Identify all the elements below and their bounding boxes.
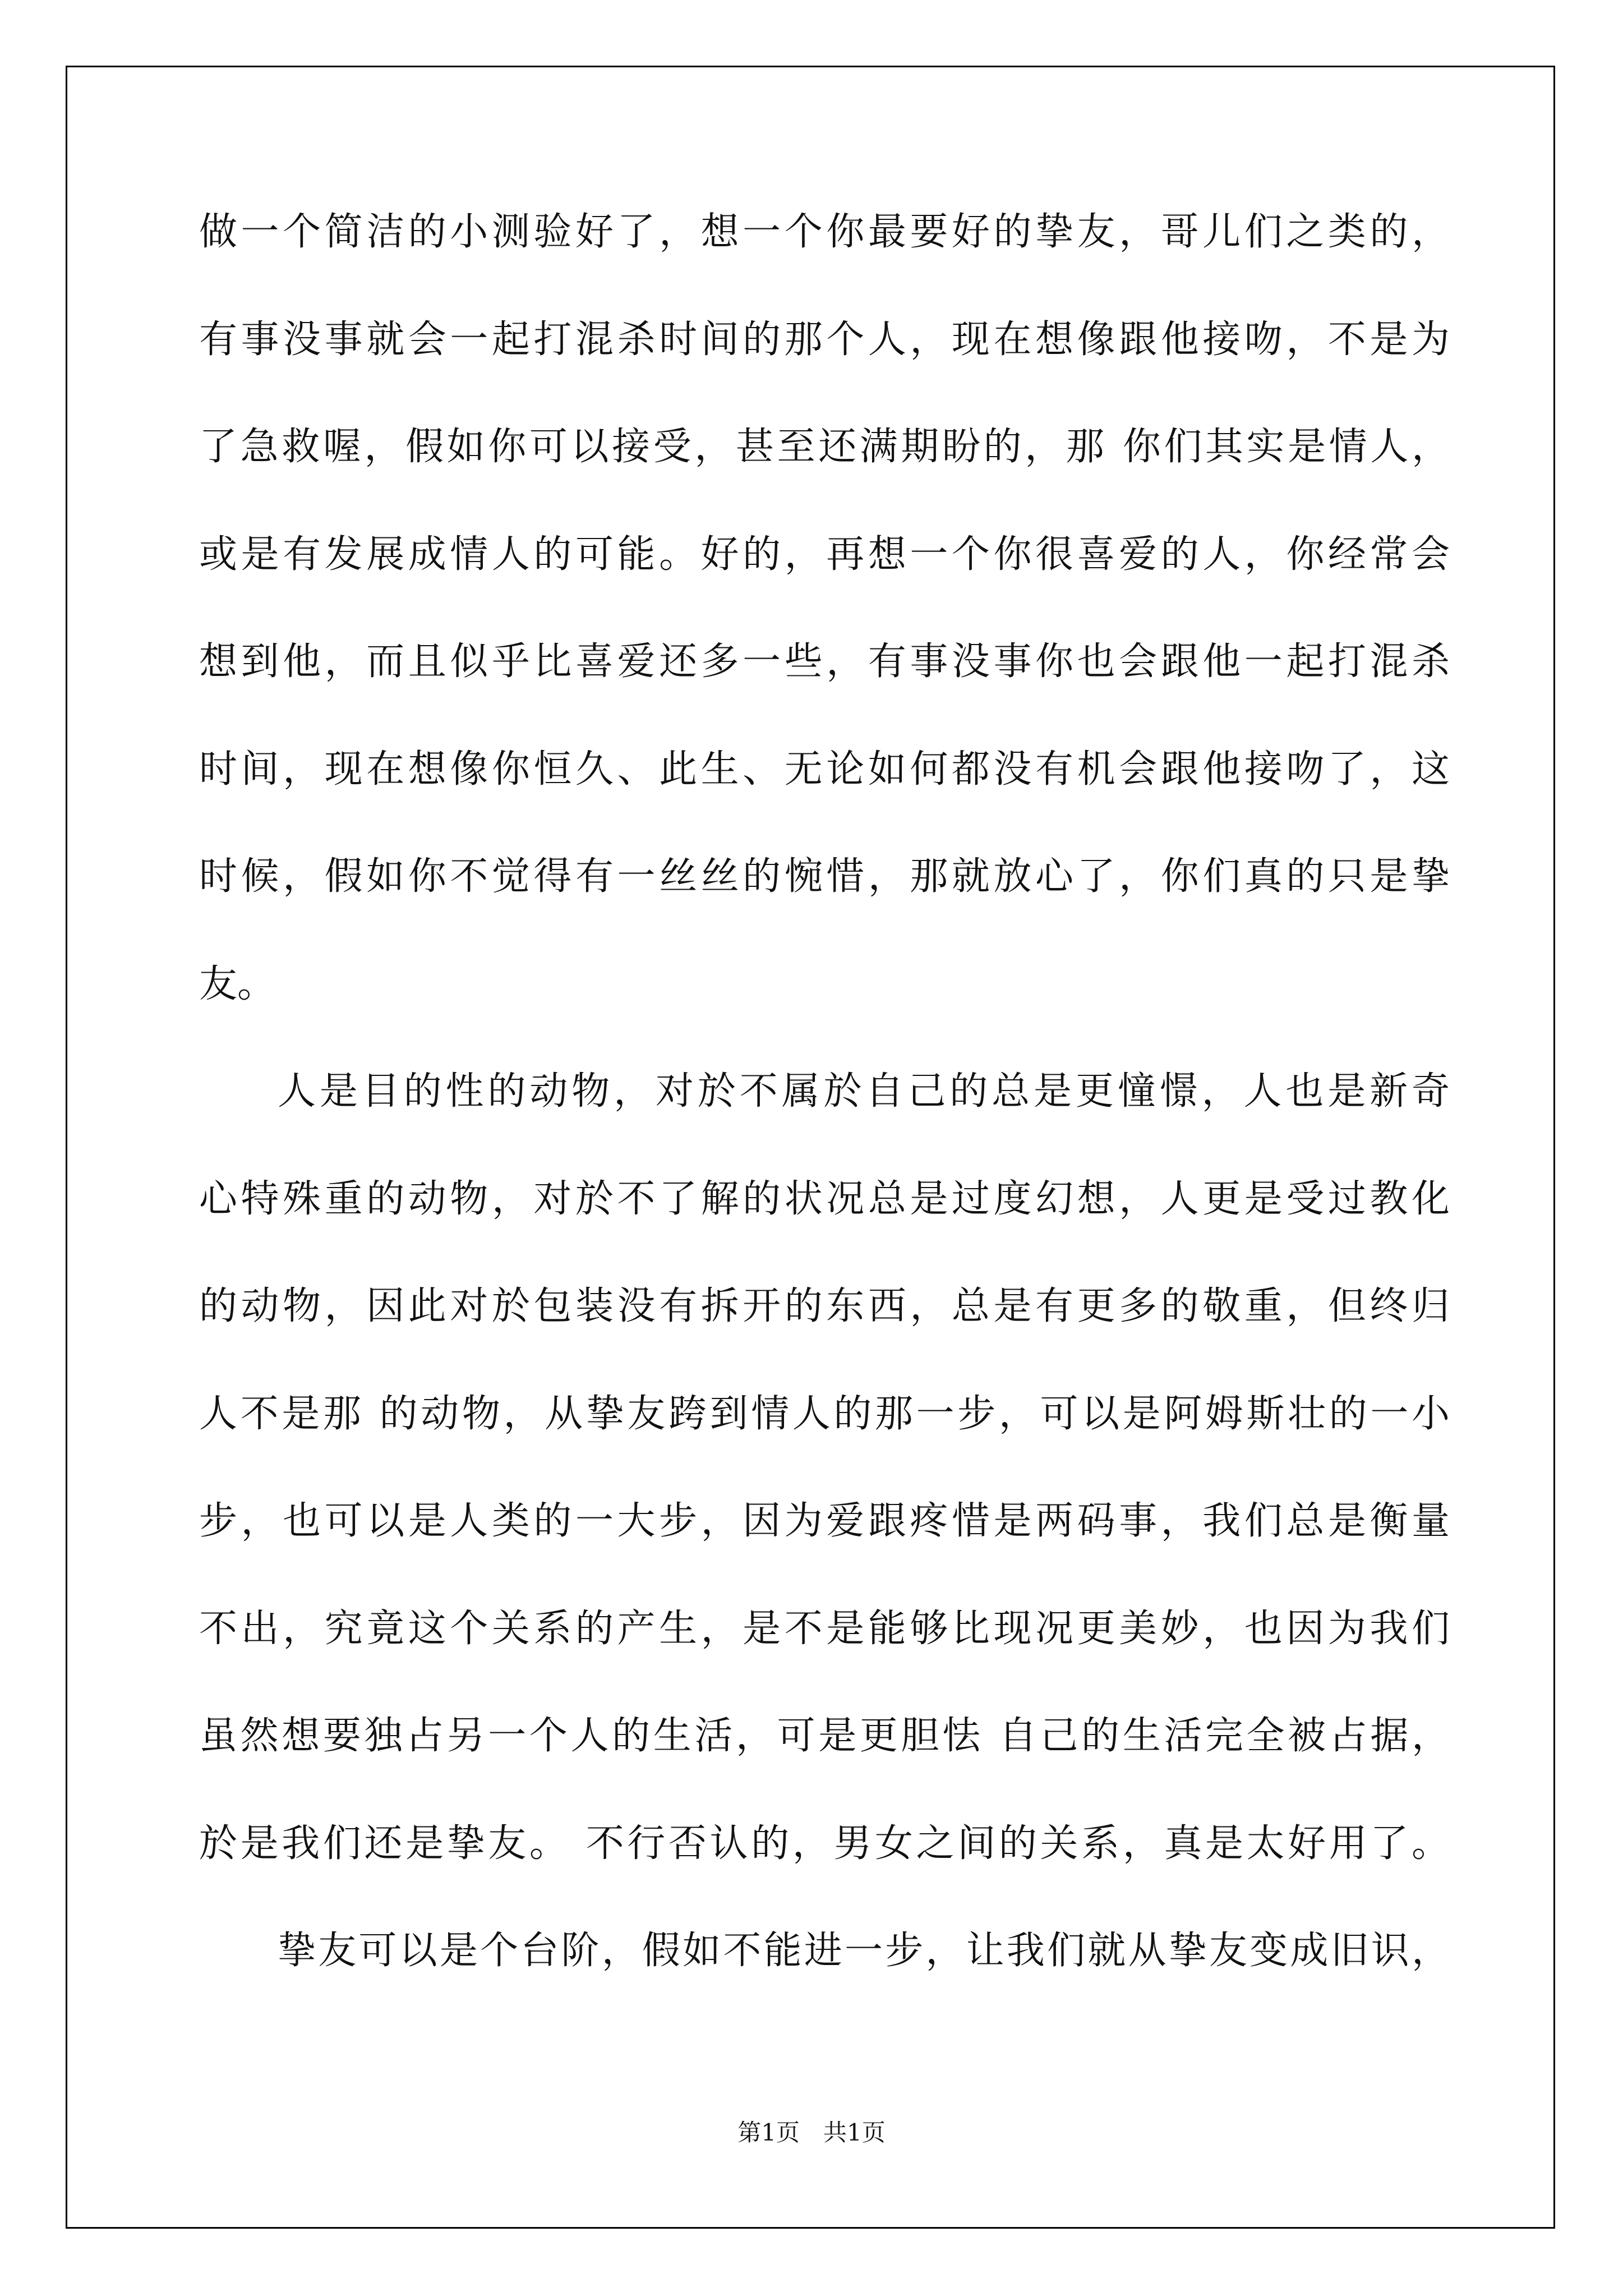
text-line: 人是目的性的动物，对於不属於自己的总是更憧憬，人也是新奇 bbox=[278, 1069, 1450, 1114]
text-line: 挚友可以是个台阶，假如不能进一步，让我们就从挚友变成旧识， bbox=[278, 1929, 1450, 1973]
text-line: 想到他，而且似乎比喜爱还多一些，有事没事你也会跟他一起打混杀 bbox=[199, 639, 1450, 684]
document-body bbox=[199, 210, 1450, 2040]
text-line: 不出，究竟这个关系的产生，是不是能够比现况更美妙，也因为我们 bbox=[199, 1606, 1450, 1651]
text-line: 人不是那 的动物，从挚友跨到情人的那一步，可以是阿姆斯壮的一小 bbox=[199, 1391, 1450, 1436]
text-line: 时间，现在想像你恒久、此生、无论如何都没有机会跟他接吻了，这 bbox=[199, 747, 1450, 792]
text-line: 了急救喔，假如你可以接受，甚至还满期盼的，那 你们其实是情人， bbox=[199, 425, 1450, 469]
text-line: 做一个简洁的小测验好了，想一个你最要好的挚友，哥儿们之类的， bbox=[199, 210, 1450, 254]
text-line: 虽然想要独占另一个人的生活，可是更胆怯 自己的生活完全被占据， bbox=[199, 1714, 1450, 1758]
text-line: 步，也可以是人类的一大步，因为爱跟疼惜是两码事，我们总是衡量 bbox=[199, 1499, 1450, 1543]
text-line: 有事没事就会一起打混杀时间的那个人，现在想像跟他接吻，不是为 bbox=[199, 317, 1450, 362]
page-footer: 第1页 共1页 bbox=[737, 2119, 886, 2146]
text-line: 心特殊重的动物，对於不了解的状况总是过度幻想，人更是受过教化 bbox=[199, 1176, 1450, 1221]
text-line: 或是有发展成情人的可能。好的，再想一个你很喜爱的人，你经常会 bbox=[199, 532, 1450, 577]
text-line: 友。 bbox=[199, 961, 276, 1006]
text-line: 时候，假如你不觉得有一丝丝的惋惜，那就放心了，你们真的只是挚 bbox=[199, 854, 1450, 899]
text-line: 於是我们还是挚友。 不行否认的，男女之间的关系，真是太好用了。 bbox=[199, 1821, 1450, 1866]
text-line: 的动物，因此对於包装没有拆开的东西，总是有更多的敬重，但终归 bbox=[199, 1284, 1450, 1328]
